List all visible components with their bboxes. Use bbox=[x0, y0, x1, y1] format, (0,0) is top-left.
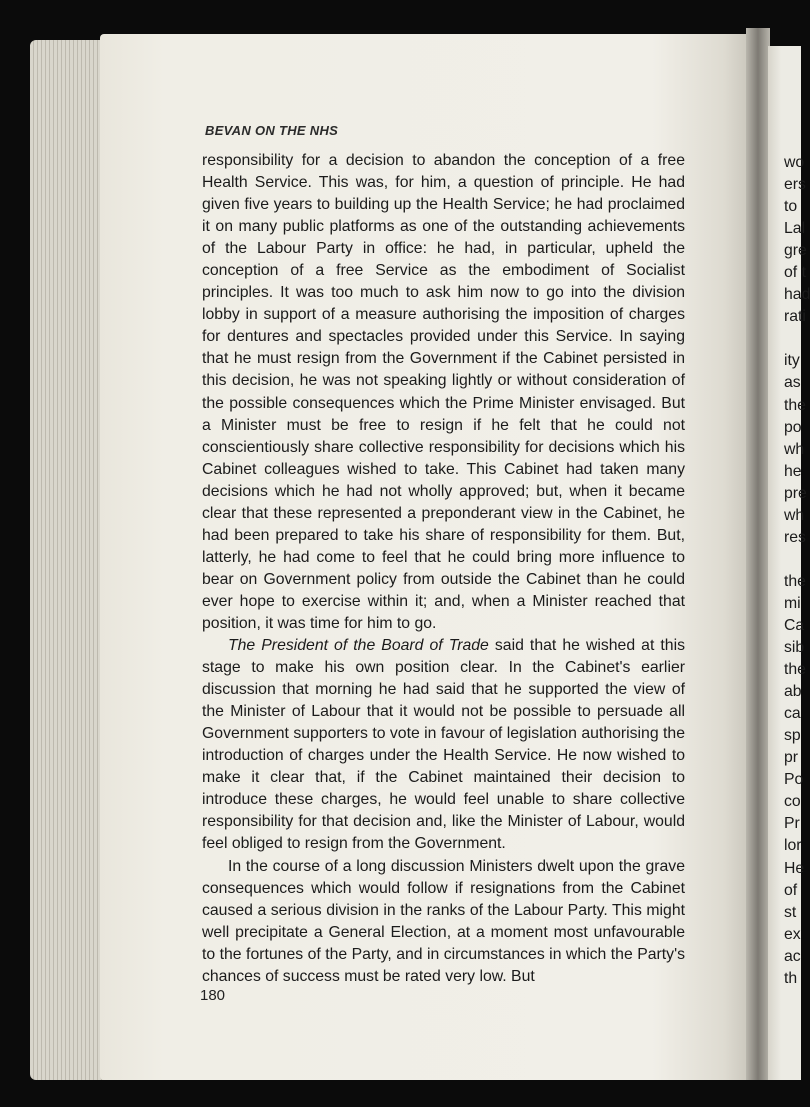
facing-page-line: ac bbox=[784, 947, 801, 965]
facing-page-line: sp bbox=[784, 727, 801, 745]
facing-page-line: mi bbox=[784, 594, 801, 612]
facing-page-line: He bbox=[784, 859, 805, 877]
running-head: BEVAN ON THE NHS bbox=[205, 123, 339, 138]
paragraph-text: said that he wished at this stage to make his own position clear. In the Cabinet's earlier discussion that morning he had said that he supported the view of the Minister of Labour that it would not be possible to persuade all Government supporters to vote in favour of legislation authorising the introduction of charges under the Health Service. He now wished to make it clear that, if the Cabinet maintained their decision to introduce these charges, he would feel unable to share collective responsibility for that decision and, like the Minister of Labour, would feel obliged to resign from the Government. bbox=[202, 637, 685, 853]
page-edges bbox=[30, 40, 110, 1080]
facing-page-line: the bbox=[784, 572, 806, 590]
speaker-name: The President of the Board of Trade bbox=[228, 637, 489, 655]
paragraph-text: responsibility for a decision to abandon the conception of a free Health Service. This was, for him, a question of principle. He had given five years to building up the Health Service; he had proclaimed it on many public platforms as one of the outstanding achievements of the Labour Party in office: he had, in particular, upheld the conception of a free Service as the embodiment of Socialist principles. It was too much to ask him now to go into the division lobby in support of a measure authorising the imposition of charges for dentures and spectacles provided under this Service. In saying that he must resign from the Government if the Cabinet persisted in this decision, he was not speaking lightly or without consideration of the possible consequences which the Prime Minister envisaged. But a Minister must be free to resign if he felt that he could not conscientiously share collective responsibility for decisions which his Cabinet colleagues wished to take. This Cabinet had taken many decisions which he had not wholly approved; but, when it became clear that these represented a preponderant view in the Cabinet, he had been prepared to take his share of responsibility for them. But, latterly, he had come to feel that he could bring more influence to bear on Government policy from outside the Cabinet than he could ever hope to exercise within it; and, when a Minister reached that position, it was time for him to go. bbox=[202, 152, 685, 632]
facing-page-line: ca bbox=[784, 705, 801, 723]
facing-page-line: ity bbox=[784, 352, 800, 370]
facing-page-line: he bbox=[784, 462, 802, 480]
facing-page-line bbox=[784, 328, 801, 350]
facing-page-line: th bbox=[784, 969, 798, 987]
facing-page-text bbox=[784, 152, 810, 990]
facing-page-line: wo bbox=[784, 154, 805, 171]
facing-page-line: res bbox=[784, 528, 806, 546]
facing-page-line: ab bbox=[784, 683, 802, 701]
facing-page-line: to bbox=[784, 198, 798, 216]
facing-page-line: the bbox=[784, 396, 806, 414]
facing-page-line bbox=[784, 549, 801, 571]
facing-page-line: ex bbox=[784, 925, 801, 943]
facing-page-line: st bbox=[784, 903, 797, 921]
facing-page-line: co bbox=[784, 793, 801, 811]
facing-page-line: rati bbox=[784, 308, 806, 326]
facing-page-line: po bbox=[784, 418, 802, 436]
paragraph-3 bbox=[202, 856, 685, 988]
facing-page-line: pre bbox=[784, 484, 807, 502]
facing-page-line: lor bbox=[784, 837, 802, 855]
facing-page-line: Ca bbox=[784, 616, 805, 634]
paragraph-1 bbox=[202, 150, 685, 635]
paragraph-2 bbox=[202, 635, 685, 855]
page-number: 180 bbox=[200, 987, 226, 1004]
facing-page-line: the bbox=[784, 661, 806, 679]
paragraph-text: In the course of a long discussion Ministers dwelt upon the grave consequences which would follow if resignations from the Cabinet caused a serious division in the ranks of the Labour Party. This might well precipitate a General Election, at a moment most unfavourable to the fortunes of the Party, and in circumstances in which the Party's chances of success must be rated very low. But bbox=[202, 857, 685, 985]
facing-page-line: had bbox=[784, 286, 810, 304]
facing-page-line: wh bbox=[784, 440, 805, 458]
facing-page-line: gre bbox=[784, 242, 807, 260]
body-text bbox=[202, 150, 685, 988]
facing-page-line: Lal bbox=[784, 220, 806, 238]
facing-page-line: of t bbox=[784, 264, 806, 282]
facing-page-line: Pr bbox=[784, 815, 800, 833]
book-gutter bbox=[746, 28, 770, 1080]
facing-page-line: Po bbox=[784, 771, 804, 789]
facing-page-line: pr bbox=[784, 749, 799, 767]
facing-page-line: wh bbox=[784, 506, 805, 524]
facing-page-line: sib bbox=[784, 639, 805, 657]
facing-page-line: ers bbox=[784, 176, 806, 194]
facing-page-line: as bbox=[784, 374, 801, 392]
facing-page-line: of bbox=[784, 881, 798, 899]
